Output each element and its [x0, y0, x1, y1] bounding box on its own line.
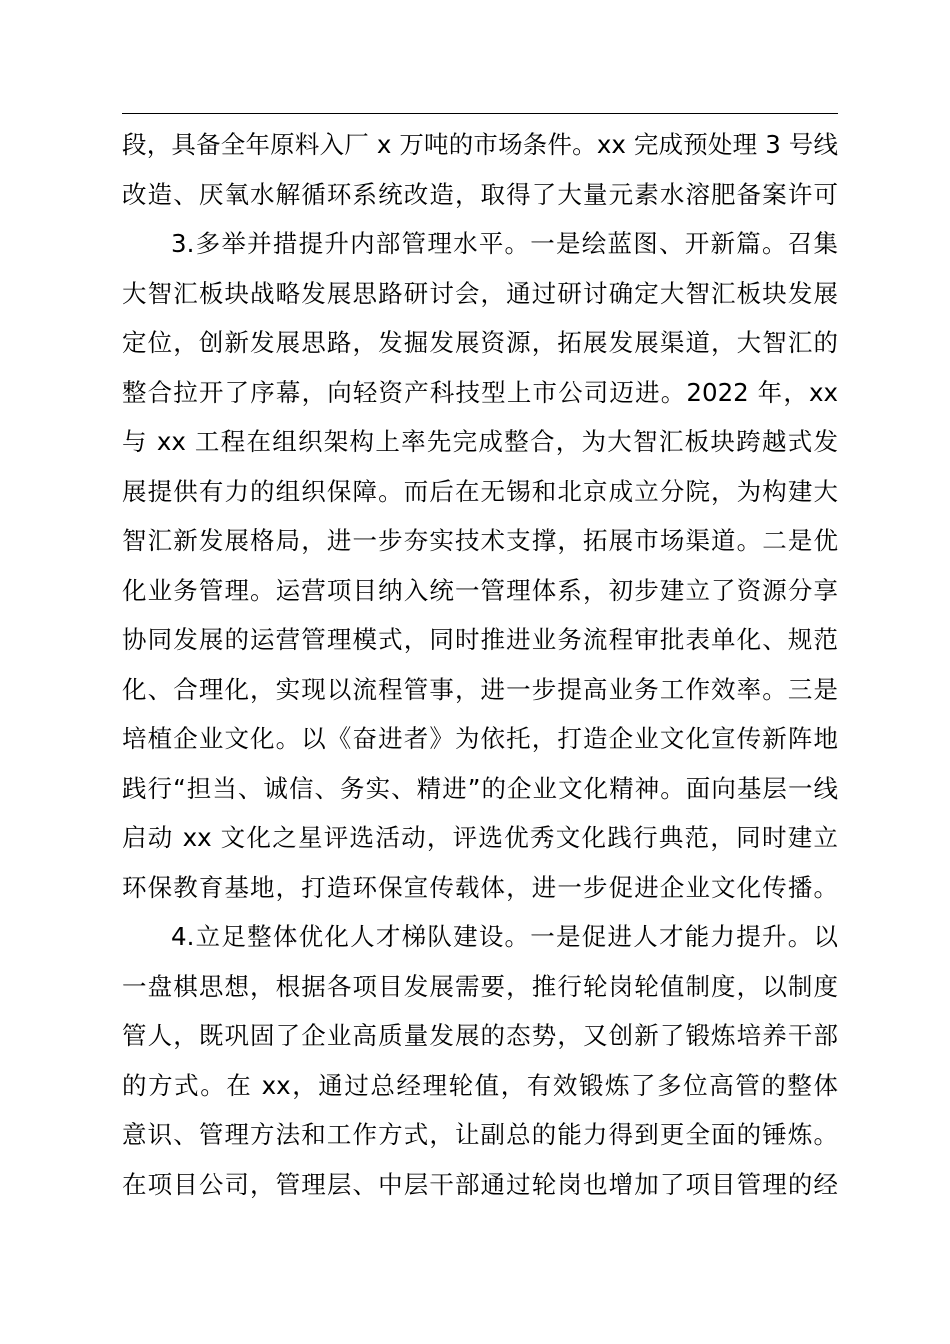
text-line: 环保教育基地，打造环保宣传载体，进一步促进企业文化传播。: [122, 872, 838, 902]
text-line: 段，具备全年原料入厂 x 万吨的市场条件。xx 完成预处理 3 号线: [122, 130, 838, 159]
text-line: 化、合理化，实现以流程管事，进一步提高业务工作效率。三是: [122, 674, 838, 704]
section-heading-line: 3.多举并措提升内部管理水平。一是绘蓝图、开新篇。召集: [171, 229, 838, 258]
header-rule: [122, 113, 838, 114]
text-line: 协同发展的运营管理模式，同时推进业务流程审批表单化、规范: [122, 625, 838, 654]
text-line: 践行“担当、诚信、务实、精进”的企业文化精神。面向基层一线: [122, 773, 838, 803]
text-line: 在项目公司，管理层、中层干部通过轮岗也增加了项目管理的经: [122, 1169, 838, 1199]
text-line: 智汇新发展格局，进一步夯实技术支撑，拓展市场渠道。二是优: [122, 526, 838, 555]
text-line: 与 xx 工程在组织架构上率先完成整合，为大智汇板块跨越式发: [122, 427, 838, 456]
text-line: 意识、管理方法和工作方式，让副总的能力得到更全面的锤炼。: [122, 1120, 838, 1149]
text-line: 启动 xx 文化之星评选活动，评选优秀文化践行典范，同时建立: [122, 823, 838, 852]
text-line: 培植企业文化。以《奋进者》为依托，打造企业文化宣传新阵地: [122, 724, 838, 753]
section-heading-line: 4.立足整体优化人才梯队建设。一是促进人才能力提升。以: [171, 922, 838, 951]
text-line: 的方式。在 xx，通过总经理轮值，有效锻炼了多位高管的整体: [122, 1070, 838, 1100]
text-line: 管人，既巩固了企业高质量发展的态势，又创新了锻炼培养干部: [122, 1021, 838, 1050]
text-line: 一盘棋思想，根据各项目发展需要，推行轮岗轮值制度，以制度: [122, 971, 838, 1001]
document-body: [122, 120, 838, 1209]
text-line: 化业务管理。运营项目纳入统一管理体系，初步建立了资源分享: [122, 575, 838, 605]
text-line: 展提供有力的组织保障。而后在无锡和北京成立分院，为构建大: [122, 476, 838, 506]
text-line: 大智汇板块战略发展思路研讨会，通过研讨确定大智汇板块发展: [122, 278, 838, 308]
text-line: 改造、厌氧水解循环系统改造，取得了大量元素水溶肥备案许可: [122, 179, 838, 209]
text-line: 定位，创新发展思路，发掘发展资源，拓展发展渠道，大智汇的: [122, 328, 838, 357]
text-line: 整合拉开了序幕，向轻资产科技型上市公司迈进。2022 年，xx: [122, 377, 838, 407]
